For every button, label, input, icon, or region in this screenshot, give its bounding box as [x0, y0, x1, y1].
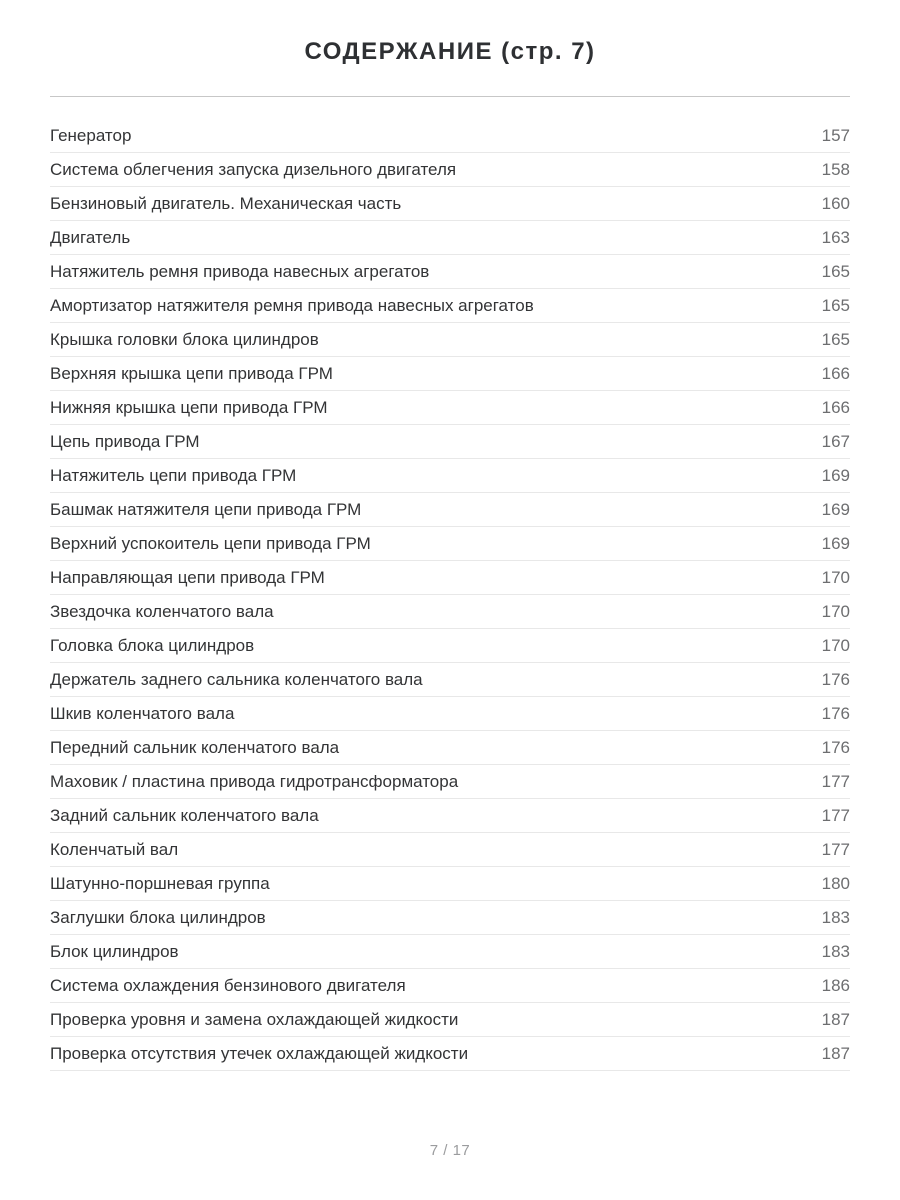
toc-entry-title: Система облегчения запуска дизельного двигателя [50, 159, 457, 179]
toc-entry-page-number: 169 [821, 533, 850, 553]
toc-entry-title: Шатунно-поршневая группа [50, 873, 270, 893]
toc-entry-title: Передний сальник коленчатого вала [50, 737, 340, 757]
toc-entry-title: Верхняя крышка цепи привода ГРМ [50, 363, 333, 383]
toc-entry-title: Шкив коленчатого вала [50, 703, 235, 723]
toc-row [50, 901, 850, 935]
toc-entry-title: Амортизатор натяжителя ремня привода навесных агрегатов [50, 295, 534, 315]
toc-row [50, 595, 850, 629]
toc-entry-page-number: 158 [821, 159, 850, 179]
toc-entry-page-number: 176 [821, 703, 850, 723]
toc-row [50, 119, 850, 153]
toc-entry-title: Задний сальник коленчатого вала [50, 805, 319, 825]
toc-row [50, 935, 850, 969]
toc-row [50, 187, 850, 221]
toc-entry-page-number: 187 [821, 1009, 850, 1029]
toc-entry-title: Направляющая цепи привода ГРМ [50, 567, 325, 587]
toc-row [50, 221, 850, 255]
toc-entry-page-number: 167 [821, 431, 850, 451]
toc-row [50, 765, 850, 799]
toc-entry-page-number: 177 [821, 839, 850, 859]
title-divider [50, 96, 850, 97]
toc-row [50, 629, 850, 663]
page-indicator: 7 / 17 [429, 1142, 471, 1160]
toc-entry-page-number: 157 [821, 125, 850, 145]
toc-row [50, 663, 850, 697]
toc-row [50, 391, 850, 425]
toc-entry-page-number: 165 [821, 261, 850, 281]
toc-entry-title: Система охлаждения бензинового двигателя [50, 975, 406, 995]
toc-entry-title: Звездочка коленчатого вала [50, 601, 274, 621]
toc-entry-title: Бензиновый двигатель. Механическая часть [50, 193, 402, 213]
toc-row [50, 1003, 850, 1037]
toc-entry-page-number: 163 [821, 227, 850, 247]
toc-entry-title: Цепь привода ГРМ [50, 431, 200, 451]
toc-entry-title: Генератор [50, 125, 132, 145]
toc-entry-page-number: 166 [821, 363, 850, 383]
toc-entry-title: Башмак натяжителя цепи привода ГРМ [50, 499, 362, 519]
toc-entry-title: Держатель заднего сальника коленчатого вала [50, 669, 423, 689]
toc-entry-page-number: 169 [821, 465, 850, 485]
toc-row [50, 323, 850, 357]
toc-entry-title: Двигатель [50, 227, 131, 247]
toc-list [50, 119, 850, 1071]
toc-entry-page-number: 186 [821, 975, 850, 995]
toc-entry-page-number: 170 [821, 567, 850, 587]
toc-entry-title: Натяжитель цепи привода ГРМ [50, 465, 297, 485]
toc-entry-title: Нижняя крышка цепи привода ГРМ [50, 397, 328, 417]
toc-row [50, 459, 850, 493]
toc-row [50, 357, 850, 391]
toc-entry-title: Проверка отсутствия утечек охлаждающей жидкости [50, 1043, 469, 1063]
toc-entry-page-number: 165 [821, 295, 850, 315]
toc-row [50, 425, 850, 459]
toc-entry-title: Блок цилиндров [50, 941, 179, 961]
page-title: СОДЕРЖАНИЕ (стр. 7) [304, 38, 596, 65]
toc-entry-title: Коленчатый вал [50, 839, 179, 859]
toc-row [50, 799, 850, 833]
toc-entry-page-number: 170 [821, 601, 850, 621]
toc-entry-page-number: 187 [821, 1043, 850, 1063]
toc-entry-page-number: 170 [821, 635, 850, 655]
toc-row [50, 561, 850, 595]
toc-entry-page-number: 160 [821, 193, 850, 213]
toc-row [50, 255, 850, 289]
toc-entry-page-number: 177 [821, 771, 850, 791]
toc-entry-page-number: 183 [821, 907, 850, 927]
toc-entry-title: Заглушки блока цилиндров [50, 907, 266, 927]
toc-entry-page-number: 165 [821, 329, 850, 349]
toc-entry-page-number: 177 [821, 805, 850, 825]
toc-entry-title: Маховик / пластина привода гидротрансформатора [50, 771, 459, 791]
toc-entry-page-number: 180 [821, 873, 850, 893]
toc-entry-title: Головка блока цилиндров [50, 635, 255, 655]
toc-row [50, 867, 850, 901]
toc-row [50, 527, 850, 561]
toc-row [50, 833, 850, 867]
toc-entry-title: Верхний успокоитель цепи привода ГРМ [50, 533, 371, 553]
toc-entry-title: Натяжитель ремня привода навесных агрегатов [50, 261, 430, 281]
toc-entry-page-number: 166 [821, 397, 850, 417]
toc-row [50, 731, 850, 765]
toc-row [50, 969, 850, 1003]
toc-row [50, 697, 850, 731]
toc-entry-page-number: 176 [821, 737, 850, 757]
toc-entry-title: Крышка головки блока цилиндров [50, 329, 319, 349]
toc-entry-page-number: 176 [821, 669, 850, 689]
toc-entry-title: Проверка уровня и замена охлаждающей жидкости [50, 1009, 459, 1029]
toc-row [50, 493, 850, 527]
toc-entry-page-number: 183 [821, 941, 850, 961]
toc-entry-page-number: 169 [821, 499, 850, 519]
toc-row [50, 1037, 850, 1071]
toc-row [50, 289, 850, 323]
toc-row [50, 153, 850, 187]
